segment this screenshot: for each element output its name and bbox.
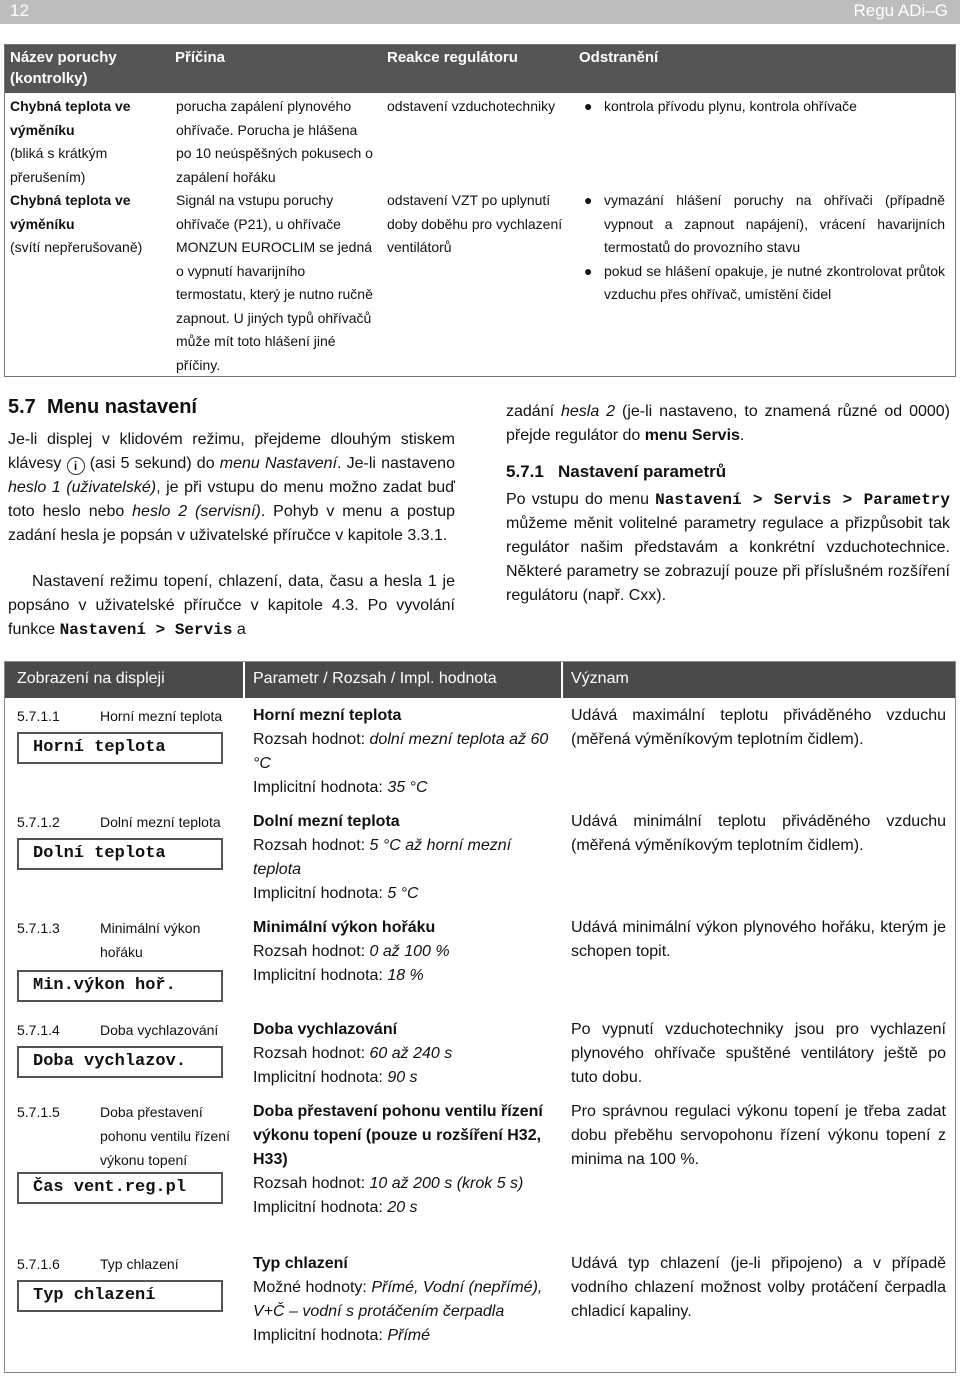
- bullet-icon: ●: [584, 192, 593, 208]
- bullet-icon: ●: [584, 262, 593, 279]
- remedy-text: kontrola přívodu plynu, kontrola ohřívače: [604, 98, 857, 114]
- lcd-display: Typ chlazení: [17, 1280, 223, 1312]
- range-value: 5 °C až horní mezní teplota: [253, 837, 512, 878]
- param-number: 5.7.1.6: [17, 1256, 60, 1272]
- parameter-table: [4, 661, 956, 1373]
- default-label: Implicitní hodnota:: [253, 885, 383, 902]
- param-title: Typ chlazení: [253, 1255, 348, 1272]
- text: . Je-li nastaveno: [337, 455, 455, 472]
- document-title: Regu ADi–G: [853, 1, 948, 20]
- table-row: [5, 810, 955, 906]
- param-description: [253, 1252, 555, 1348]
- default-value: Přímé: [387, 1327, 430, 1344]
- param-default: [253, 776, 555, 800]
- lcd-display: Min.výkon hoř.: [17, 970, 223, 1002]
- page-header: [0, 0, 960, 24]
- subsection-title: [506, 462, 726, 482]
- param-default: [253, 964, 555, 988]
- default-label: Implicitní hodnota:: [253, 1199, 383, 1216]
- section-paragraph-3: [506, 400, 950, 448]
- section-title: [8, 396, 197, 419]
- fault-reaction: odstavení vzduchotechniky: [387, 98, 556, 114]
- lcd-display: Horní teplota: [17, 732, 223, 764]
- range-label: Rozsah hodnot:: [253, 1045, 366, 1062]
- section-paragraph-1: [8, 428, 455, 548]
- lcd-display: Čas vent.reg.pl: [17, 1172, 223, 1204]
- menu-path: Nastavení > Servis > Parametry: [655, 491, 950, 509]
- range-label: Možné hodnoty:: [253, 1279, 367, 1296]
- lcd-display: Doba vychlazov.: [17, 1046, 223, 1078]
- parameter-table-header: [5, 662, 955, 698]
- menu-name: menu Servis: [644, 427, 740, 444]
- range-value: 10 až 200 s (krok 5 s): [369, 1175, 524, 1192]
- list-item: [584, 189, 945, 260]
- param-range: [253, 1276, 555, 1324]
- param-default: [253, 882, 555, 906]
- param-range: [253, 728, 555, 776]
- param-number: 5.7.1.2: [17, 814, 60, 830]
- text: Nastavení režimu topení, chlazení, data, času a hesla 1 je popsáno v uživatelské příručce v kapitole 4.3. Po vyvolání funkce: [8, 573, 455, 638]
- fault-cause: Signál na vstupu poruchy ohřívače (P21), u ohřívače MONZUN EUROCLIM se jedná o vypnutí havarijního termostatu, který je nutno ručně zapnout. U jiných typů ohřívačů může mít toto hlášení jiné příčiny.: [176, 192, 373, 373]
- table-row: [5, 1252, 955, 1370]
- range-label: Rozsah hodnot:: [253, 731, 366, 748]
- param-title: Doba přestavení pohonu ventilu řízení výkonu topení (pouze u rozšíření H32, H33): [253, 1103, 543, 1168]
- default-value: 18 %: [387, 967, 424, 984]
- text: . Pohyb v menu a postup zadání hesla je popsán v uživatelské příručce v kapitole 3.3.1.: [8, 503, 455, 544]
- password-2-label: heslo 2 (servisní): [132, 503, 261, 520]
- param-range: [253, 1042, 555, 1066]
- table-row: [5, 704, 955, 800]
- header-remedy: Odstranění: [579, 49, 659, 66]
- param-name: Horní mezní teplota: [100, 708, 223, 724]
- page-number: 12: [10, 1, 29, 20]
- default-label: Implicitní hodnota:: [253, 1327, 383, 1344]
- text: (asi 5 sekund) do: [89, 455, 215, 472]
- param-title: Dolní mezní teplota: [253, 813, 400, 830]
- param-meaning: Po vypnutí vzduchotechniky jsou pro vychlazení plynového ohřívače spuštěné ventilátory ještě po tuto dobu.: [571, 1021, 946, 1086]
- menu-path: Nastavení > Servis: [59, 621, 233, 639]
- range-value: 60 až 240 s: [369, 1045, 453, 1062]
- table-row: [5, 1018, 955, 1098]
- param-range: [253, 940, 555, 964]
- text: (je-li nastaveno, to znamená různé od 0000) přejde regulátor do: [506, 403, 951, 444]
- lcd-display: Dolní teplota: [17, 838, 223, 870]
- param-name: Dolní mezní teplota: [100, 814, 221, 830]
- param-meaning: Udává maximální teplotu přiváděného vzduchu (měřená výměníkovým teplotním čidlem).: [571, 707, 946, 748]
- fault-name-note: (svítí nepřerušovaně): [10, 239, 143, 255]
- default-value: 20 s: [387, 1199, 418, 1216]
- default-value: 90 s: [387, 1069, 418, 1086]
- range-value: dolní mezní teplota až 60 °C: [253, 731, 549, 772]
- section-paragraph-2: [8, 570, 455, 642]
- param-meaning: Udává minimální teplotu přiváděného vzduchu (měřená výměníkovým teplotním čidlem).: [571, 813, 946, 854]
- param-default: [253, 1196, 555, 1220]
- fault-name-text: Chybná teplota ve výměníku: [10, 98, 131, 138]
- param-description: [253, 916, 555, 988]
- param-description: [253, 1100, 555, 1220]
- header-display: Zobrazení na displeji: [17, 670, 165, 687]
- header-meaning: Význam: [571, 670, 629, 687]
- param-number: 5.7.1.1: [17, 708, 60, 724]
- remedy-text: pokud se hlášení opakuje, je nutné zkontrolovat průtok vzduchu přes ohřívač, umístění čidel: [604, 262, 945, 302]
- text: můžeme měnit volitelné parametry regulace a přizpůsobit tak regulátor našim představám a konkrétní vzduchotechnice. Některé parametry se zobrazují pouze při příslušném rozšíření regulátoru (např. Cxx).: [506, 515, 950, 604]
- param-number: 5.7.1.5: [17, 1104, 60, 1120]
- param-name: Doba přestavení pohonu ventilu řízení výkonu topení: [100, 1104, 230, 1168]
- param-number: 5.7.1.3: [17, 920, 60, 936]
- default-value: 35 °C: [387, 779, 428, 796]
- fault-remedy: [580, 95, 945, 119]
- fault-name: [10, 189, 165, 260]
- param-title: Horní mezní teplota: [253, 707, 402, 724]
- param-range: [253, 834, 555, 882]
- param-number: 5.7.1.4: [17, 1022, 60, 1038]
- section-title-text: Menu nastavení: [46, 396, 197, 418]
- text: , je při vstupu do menu možno zadat buď toto heslo nebo: [8, 479, 456, 520]
- subsection-title-text: Nastavení parametrů: [557, 462, 727, 481]
- default-label: Implicitní hodnota:: [253, 967, 383, 984]
- param-name: Doba vychlazování: [100, 1022, 219, 1038]
- param-default: [253, 1066, 555, 1090]
- text: .: [739, 427, 745, 444]
- section-paragraph-4: [506, 488, 950, 608]
- param-meaning: Pro správnou regulaci výkonu topení je třeba zadat dobu přeběhu servopohonu řízení výkonu topení z minima na 100 %.: [571, 1103, 946, 1168]
- table-row: [5, 916, 955, 1012]
- param-name: Typ chlazení: [100, 1256, 179, 1272]
- text: Po vstupu do menu: [506, 491, 649, 508]
- header-cause: Příčina: [175, 49, 226, 66]
- default-value: 5 °C: [387, 885, 419, 902]
- param-title: Minimální výkon hořáku: [253, 919, 436, 936]
- info-key-icon: i: [67, 457, 85, 475]
- text: a: [236, 621, 246, 638]
- range-label: Rozsah hodnot:: [253, 943, 366, 960]
- password-1-label: heslo 1 (uživatelské): [8, 479, 157, 496]
- header-fault-name: Název poruchy (kontrolky): [10, 49, 117, 87]
- remedy-text: vymazání hlášení poruchy na ohřívači (případně vypnout a zapnout napájení), vrácení havarijních termostatů do provozního stavu: [604, 192, 945, 255]
- fault-table: [4, 44, 956, 377]
- table-row: [5, 1100, 955, 1240]
- param-meaning: Udává minimální výkon plynového hořáku, kterým je schopen topit.: [571, 919, 946, 960]
- param-range: [253, 1172, 555, 1196]
- bullet-icon: ●: [584, 98, 593, 114]
- fault-reaction: odstavení VZT po uplynutí doby doběhu pro vychlazení ventilátorů: [387, 192, 563, 255]
- range-label: Rozsah hodnot:: [253, 837, 366, 854]
- range-value: Přímé, Vodní (nepřímé), V+Č – vodní s protáčením čerpadla: [253, 1279, 543, 1320]
- text: Je-li displej v klidovém režimu, přejdeme dlouhým stiskem klávesy: [8, 431, 455, 472]
- param-title: Doba vychlazování: [253, 1021, 398, 1038]
- param-default: [253, 1324, 555, 1348]
- param-description: [253, 810, 555, 906]
- param-description: [253, 1018, 555, 1090]
- fault-name: [10, 95, 165, 189]
- param-description: [253, 704, 555, 800]
- fault-table-header: [5, 45, 955, 93]
- header-reaction: Reakce regulátoru: [387, 49, 518, 66]
- list-item: [584, 95, 945, 119]
- param-meaning: Udává typ chlazení (je-li připojeno) a v případě vodního chlazení možnost volby protáčení čerpadla chladicí kapaliny.: [571, 1255, 946, 1320]
- list-item: [584, 260, 945, 307]
- text: zadání: [506, 403, 555, 420]
- header-parameter: Parametr / Rozsah / Impl. hodnota: [253, 670, 497, 687]
- range-label: Rozsah hodnot:: [253, 1175, 366, 1192]
- fault-name-note: (bliká s krátkým přerušením): [10, 145, 108, 185]
- header-divider: [243, 662, 245, 698]
- default-label: Implicitní hodnota:: [253, 1069, 383, 1086]
- fault-remedy: [580, 189, 945, 307]
- subsection-number: 5.7.1: [506, 462, 544, 481]
- param-name: Minimální výkon hořáku: [100, 920, 201, 960]
- default-label: Implicitní hodnota:: [253, 779, 383, 796]
- menu-name: menu Nastavení: [219, 455, 338, 472]
- range-value: 0 až 100 %: [369, 943, 450, 960]
- section-number: 5.7: [8, 396, 36, 418]
- header-divider: [561, 662, 563, 698]
- fault-cause: porucha zapálení plynového ohřívače. Porucha je hlášena po 10 neúspěšných pokusech o zapálení hořáku: [176, 98, 373, 185]
- fault-name-text: Chybná teplota ve výměníku: [10, 192, 131, 232]
- password-2-label: hesla 2: [560, 403, 616, 420]
